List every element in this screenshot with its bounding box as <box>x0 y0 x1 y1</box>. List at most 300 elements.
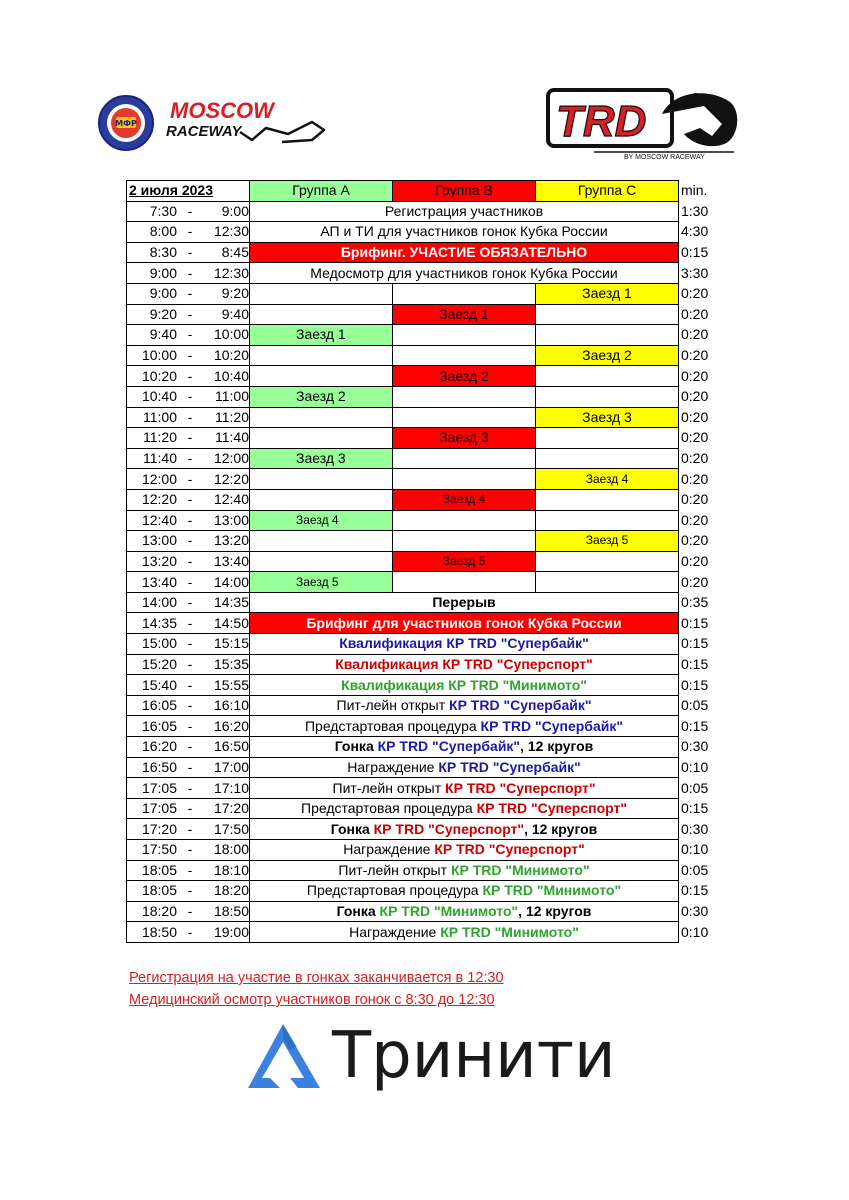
end-time: 11:00 <box>215 388 249 405</box>
table-row <box>127 675 719 696</box>
duration: 0:05 <box>681 779 709 796</box>
group-b-cell <box>393 510 536 531</box>
race-class: КР TRD "Супербайк" <box>480 717 623 734</box>
table-row <box>127 654 719 675</box>
time-range <box>127 922 250 943</box>
footer-notes <box>129 967 504 1011</box>
heat-label: Заезд 3 <box>296 450 346 467</box>
time-dash: - <box>187 903 193 920</box>
heat-label: Заезд 5 <box>296 574 339 589</box>
start-time: 17:20 <box>141 820 177 837</box>
duration: 0:20 <box>681 285 709 302</box>
time-range <box>127 654 250 675</box>
time-range <box>127 881 250 902</box>
table-row <box>127 345 719 366</box>
start-time: 11:20 <box>143 429 177 446</box>
group-a-cell <box>250 448 393 469</box>
duration: 0:20 <box>681 408 709 425</box>
race-class: КР TRD "Минимото" <box>482 882 622 899</box>
duration: 0:20 <box>681 326 709 343</box>
event-text: Регистрация участников <box>384 202 544 219</box>
heat-label: Заезд 5 <box>585 533 629 548</box>
end-time: 11:40 <box>215 429 249 446</box>
time-range <box>127 675 250 696</box>
start-time: 15:40 <box>141 676 177 693</box>
start-time: 16:50 <box>141 758 177 775</box>
duration: 0:10 <box>681 923 709 940</box>
start-time: 12:20 <box>141 491 177 508</box>
event-cell <box>250 798 679 819</box>
table-row <box>127 634 719 655</box>
time-dash: - <box>187 244 193 261</box>
table-row <box>127 304 719 325</box>
time-range <box>127 531 250 552</box>
heat-label: Заезд 3 <box>439 429 489 446</box>
duration: 0:30 <box>681 820 709 837</box>
seal-text: МФР <box>115 119 137 128</box>
time-range <box>127 345 250 366</box>
time-range <box>127 325 250 346</box>
time-range <box>127 201 250 222</box>
event-label: Награждение <box>349 923 441 940</box>
heat-label: Заезд 4 <box>296 512 339 527</box>
trd-logo <box>544 84 742 160</box>
table-row <box>127 283 719 304</box>
time-range <box>127 716 250 737</box>
table-row <box>127 840 719 861</box>
group-a-cell <box>250 283 393 304</box>
table-row <box>127 881 719 902</box>
end-time: 11:20 <box>215 408 249 425</box>
event-label: Гонка <box>330 820 374 837</box>
group-c-cell <box>536 510 679 531</box>
time-dash: - <box>187 285 193 302</box>
table-row <box>127 860 719 881</box>
time-range <box>127 634 250 655</box>
group-b-cell <box>393 469 536 490</box>
table-header-row <box>127 181 719 202</box>
start-time: 9:00 <box>149 285 177 302</box>
start-time: 10:00 <box>141 347 177 364</box>
group-c-cell <box>536 469 679 490</box>
end-time: 13:00 <box>213 511 249 528</box>
medical-note: Медицинский осмотр участников гонок с 8:30 до 12:30 <box>129 992 495 1008</box>
end-time: 12:30 <box>213 264 249 281</box>
race-class: КР TRD "Минимото" <box>450 861 590 878</box>
time-dash: - <box>187 347 193 364</box>
duration: 1:30 <box>681 202 709 219</box>
time-range <box>127 263 250 284</box>
time-dash: - <box>187 676 193 693</box>
duration: 0:15 <box>681 717 709 734</box>
event-label: Гонка <box>334 738 378 755</box>
table-row <box>127 716 719 737</box>
time-range <box>127 283 250 304</box>
end-time: 17:10 <box>213 779 249 796</box>
table-row <box>127 572 719 593</box>
event-text: Квалификация КР TRD "Суперспорт" <box>335 655 593 672</box>
duration: 0:20 <box>681 450 709 467</box>
end-time: 13:40 <box>213 552 249 569</box>
duration: 0:20 <box>681 388 709 405</box>
motorsport-federation-seal <box>96 94 156 152</box>
time-dash: - <box>187 552 193 569</box>
event-label: Предстартовая процедура <box>304 717 481 734</box>
start-time: 16:20 <box>141 738 177 755</box>
duration: 0:15 <box>681 614 709 631</box>
time-dash: - <box>187 326 193 343</box>
time-range <box>127 469 250 490</box>
event-cell <box>250 242 679 263</box>
trinity-wordmark: Тринити <box>332 1019 616 1093</box>
start-time: 9:20 <box>149 305 177 322</box>
time-dash: - <box>187 264 193 281</box>
time-dash: - <box>187 655 193 672</box>
group-c-cell <box>536 551 679 572</box>
heat-label: Заезд 3 <box>582 408 632 425</box>
start-time: 18:20 <box>141 903 177 920</box>
table-row <box>127 263 719 284</box>
table-row <box>127 798 719 819</box>
registration-note: Регистрация на участие в гонках заканчивается в 12:30 <box>129 970 504 986</box>
start-time: 13:40 <box>141 573 177 590</box>
duration: 0:20 <box>681 511 709 528</box>
group-a-cell <box>250 572 393 593</box>
trinity-logo <box>240 1018 616 1098</box>
duration: 4:30 <box>681 223 709 240</box>
event-label: Предстартовая процедура <box>306 882 483 899</box>
time-dash: - <box>187 388 193 405</box>
end-time: 14:00 <box>213 573 249 590</box>
group-c-cell <box>536 283 679 304</box>
table-row <box>127 778 719 799</box>
start-time: 14:35 <box>141 614 177 631</box>
time-range <box>127 551 250 572</box>
time-range <box>127 366 250 387</box>
event-cell <box>250 778 679 799</box>
wordmark-raceway: RACEWAY <box>166 123 242 140</box>
start-time: 16:05 <box>141 697 177 714</box>
event-label: Пит-лейн открыт <box>336 697 450 714</box>
time-dash: - <box>187 923 193 940</box>
time-dash: - <box>187 779 193 796</box>
lap-count: , 12 кругов <box>518 903 592 920</box>
table-row <box>127 201 719 222</box>
duration: 0:15 <box>681 676 709 693</box>
event-text: Квалификация КР TRD "Супербайк" <box>339 635 589 652</box>
event-cell <box>250 263 679 284</box>
group-c-cell <box>536 428 679 449</box>
event-cell <box>250 840 679 861</box>
event-cell <box>250 819 679 840</box>
end-time: 18:50 <box>213 903 249 920</box>
time-range <box>127 901 250 922</box>
end-time: 12:30 <box>213 223 249 240</box>
table-row <box>127 613 719 634</box>
end-time: 15:55 <box>213 676 249 693</box>
start-time: 15:20 <box>141 655 177 672</box>
end-time: 10:00 <box>213 326 249 343</box>
group-b-cell <box>393 572 536 593</box>
time-dash: - <box>187 367 193 384</box>
time-range <box>127 489 250 510</box>
heat-label: Заезд 4 <box>585 471 629 486</box>
event-text: Брифинг для участников гонок Кубка России <box>306 614 622 631</box>
start-time: 9:40 <box>149 326 177 343</box>
race-class: КР TRD "Супербайк" <box>377 738 521 755</box>
group-c-cell <box>536 489 679 510</box>
trinity-triangle-icon <box>240 1020 326 1092</box>
trd-mark: TRD <box>556 97 647 146</box>
event-cell <box>250 201 679 222</box>
time-dash: - <box>187 511 193 528</box>
start-time: 18:50 <box>141 923 177 940</box>
group-c-cell <box>536 345 679 366</box>
race-class: КР TRD "Супербайк" <box>449 697 592 714</box>
group-b-cell <box>393 386 536 407</box>
table-row <box>127 695 719 716</box>
time-range <box>127 510 250 531</box>
group-b-cell <box>393 407 536 428</box>
table-row <box>127 757 719 778</box>
race-class: КР TRD "Минимото" <box>440 923 579 940</box>
event-label: Награждение <box>347 758 439 775</box>
heat-label: Заезд 4 <box>442 492 486 507</box>
end-time: 14:35 <box>213 594 249 611</box>
race-class: КР TRD "Суперспорт" <box>434 841 585 858</box>
table-row <box>127 737 719 758</box>
duration: 0:20 <box>681 491 709 508</box>
table-row <box>127 366 719 387</box>
group-a-cell <box>250 469 393 490</box>
end-time: 17:20 <box>213 800 249 817</box>
event-cell <box>250 737 679 758</box>
group-c-header: Группа С <box>536 181 679 202</box>
table-row <box>127 428 719 449</box>
heat-label: Заезд 2 <box>296 388 346 405</box>
group-c-cell <box>536 407 679 428</box>
duration: 0:10 <box>681 758 709 775</box>
start-time: 13:00 <box>141 532 177 549</box>
time-range <box>127 819 250 840</box>
time-range <box>127 613 250 634</box>
event-text: Квалификация КР TRD "Минимото" <box>341 676 587 693</box>
end-time: 9:20 <box>221 285 249 302</box>
time-range <box>127 860 250 881</box>
duration: 0:30 <box>681 738 709 755</box>
start-time: 13:20 <box>141 552 177 569</box>
table-row <box>127 407 719 428</box>
table-row <box>127 510 719 531</box>
duration: 0:20 <box>681 347 709 364</box>
duration: 0:15 <box>681 635 709 652</box>
group-b-cell <box>393 531 536 552</box>
group-a-cell <box>250 428 393 449</box>
time-range <box>127 778 250 799</box>
time-range <box>127 386 250 407</box>
end-time: 10:40 <box>213 367 249 384</box>
race-class: КР TRD "Минимото" <box>379 903 519 920</box>
event-text: Перерыв <box>432 594 496 611</box>
duration: 0:35 <box>681 594 709 611</box>
duration: 0:30 <box>681 903 709 920</box>
event-text: Брифинг. УЧАСТИЕ ОБЯЗАТЕЛЬНО <box>340 244 588 261</box>
end-time: 16:50 <box>213 738 249 755</box>
time-range <box>127 304 250 325</box>
heat-label: Заезд 2 <box>439 367 489 384</box>
duration: 0:10 <box>681 841 709 858</box>
time-dash: - <box>187 408 193 425</box>
duration: 0:15 <box>681 882 709 899</box>
end-time: 18:00 <box>213 841 249 858</box>
time-dash: - <box>187 614 193 631</box>
start-time: 8:30 <box>149 244 177 261</box>
time-dash: - <box>187 202 193 219</box>
group-b-cell <box>393 448 536 469</box>
heat-label: Заезд 1 <box>582 285 632 302</box>
start-time: 16:05 <box>141 717 177 734</box>
group-b-cell <box>393 489 536 510</box>
start-time: 7:30 <box>149 202 177 219</box>
group-c-cell <box>536 572 679 593</box>
race-class: КР TRD "Суперспорт" <box>476 800 627 817</box>
table-row <box>127 819 719 840</box>
group-a-cell <box>250 345 393 366</box>
start-time: 10:20 <box>141 367 177 384</box>
end-time: 17:50 <box>213 820 249 837</box>
time-dash: - <box>187 820 193 837</box>
end-time: 15:15 <box>213 635 249 652</box>
group-a-cell <box>250 531 393 552</box>
start-time: 15:00 <box>141 635 177 652</box>
end-time: 16:10 <box>213 697 249 714</box>
event-label: Предстартовая процедура <box>301 800 477 817</box>
end-time: 12:00 <box>213 450 249 467</box>
group-a-cell <box>250 325 393 346</box>
event-text: АП и ТИ для участников гонок Кубка России <box>320 223 608 240</box>
group-c-cell <box>536 366 679 387</box>
group-a-cell <box>250 386 393 407</box>
duration: 0:20 <box>681 470 709 487</box>
duration: 3:30 <box>681 264 709 281</box>
event-cell <box>250 613 679 634</box>
start-time: 9:00 <box>149 264 177 281</box>
table-row <box>127 448 719 469</box>
start-time: 12:00 <box>141 470 177 487</box>
event-cell <box>250 675 679 696</box>
end-time: 13:20 <box>213 532 249 549</box>
group-b-cell <box>393 366 536 387</box>
start-time: 8:00 <box>149 223 177 240</box>
time-dash: - <box>187 758 193 775</box>
group-a-header: Группа А <box>250 181 393 202</box>
start-time: 11:00 <box>143 408 177 425</box>
time-range <box>127 840 250 861</box>
group-a-cell <box>250 489 393 510</box>
time-dash: - <box>187 491 193 508</box>
heat-label: Заезд 1 <box>439 305 489 322</box>
group-c-cell <box>536 531 679 552</box>
end-time: 19:00 <box>213 923 249 940</box>
end-time: 17:00 <box>213 758 249 775</box>
duration: 0:20 <box>681 305 709 322</box>
event-cell <box>250 901 679 922</box>
table-row <box>127 325 719 346</box>
time-range <box>127 592 250 613</box>
event-cell <box>250 757 679 778</box>
start-time: 12:40 <box>141 511 177 528</box>
duration: 0:20 <box>681 552 709 569</box>
table-row <box>127 531 719 552</box>
time-range <box>127 242 250 263</box>
moscow-raceway-logo <box>96 92 336 154</box>
time-dash: - <box>187 594 193 611</box>
group-c-cell <box>536 304 679 325</box>
group-b-cell <box>393 283 536 304</box>
group-a-cell <box>250 366 393 387</box>
end-time: 12:40 <box>213 491 249 508</box>
group-b-cell <box>393 345 536 366</box>
end-time: 10:20 <box>213 347 249 364</box>
group-c-cell <box>536 325 679 346</box>
event-cell <box>250 922 679 943</box>
duration: 0:15 <box>681 655 709 672</box>
event-cell <box>250 592 679 613</box>
table-row <box>127 469 719 490</box>
time-dash: - <box>187 305 193 322</box>
lap-count: , 12 кругов <box>524 820 598 837</box>
event-label: Гонка <box>336 903 380 920</box>
race-class: КР TRD "Супербайк" <box>438 758 581 775</box>
start-time: 11:40 <box>143 450 177 467</box>
schedule-date: 2 июля 2023 <box>127 181 250 202</box>
end-time: 9:00 <box>221 202 249 219</box>
end-time: 12:20 <box>213 470 249 487</box>
end-time: 16:20 <box>213 717 249 734</box>
time-range <box>127 737 250 758</box>
start-time: 18:05 <box>141 882 177 899</box>
heat-label: Заезд 2 <box>582 347 632 364</box>
duration: 0:15 <box>681 244 709 261</box>
time-dash: - <box>187 882 193 899</box>
table-row <box>127 592 719 613</box>
start-time: 14:00 <box>141 594 177 611</box>
end-time: 14:50 <box>213 614 249 631</box>
duration: 0:20 <box>681 429 709 446</box>
start-time: 17:05 <box>141 800 177 817</box>
event-cell <box>250 881 679 902</box>
event-cell <box>250 222 679 243</box>
start-time: 10:40 <box>141 388 177 405</box>
time-range <box>127 695 250 716</box>
time-range <box>127 757 250 778</box>
time-dash: - <box>187 470 193 487</box>
event-cell <box>250 695 679 716</box>
group-a-cell <box>250 304 393 325</box>
moscow-raceway-wordmark <box>162 96 332 150</box>
event-label: Награждение <box>343 841 435 858</box>
time-dash: - <box>187 635 193 652</box>
time-dash: - <box>187 532 193 549</box>
time-range <box>127 572 250 593</box>
table-row <box>127 222 719 243</box>
table-row <box>127 551 719 572</box>
schedule-table <box>126 180 719 943</box>
time-dash: - <box>187 841 193 858</box>
time-range <box>127 798 250 819</box>
track-outline-icon <box>240 122 324 142</box>
table-row <box>127 901 719 922</box>
